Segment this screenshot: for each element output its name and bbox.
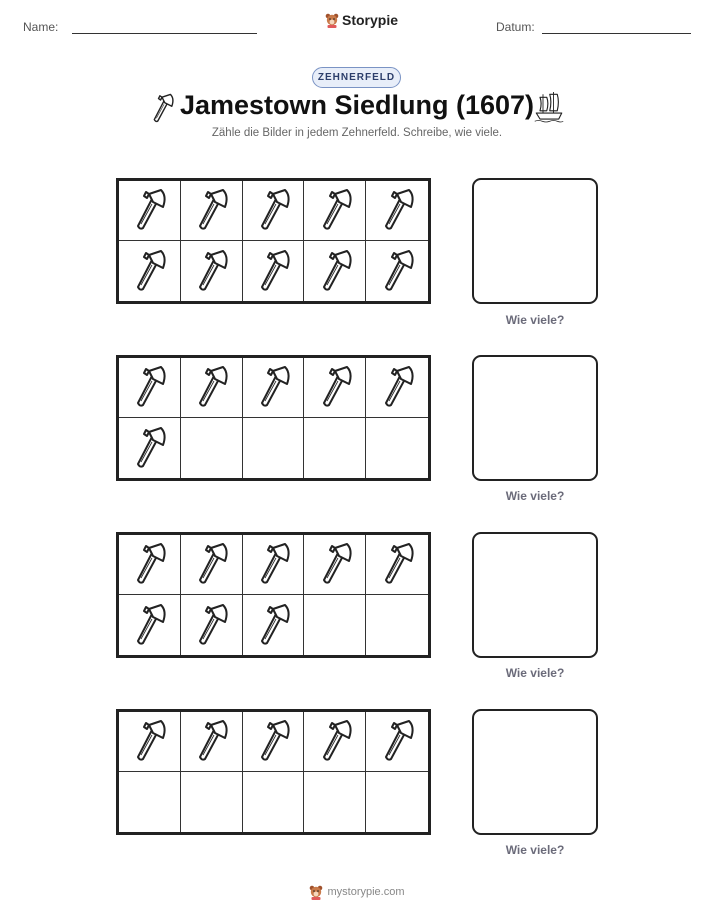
frame-cell [366, 712, 428, 772]
answer-box[interactable] [472, 178, 598, 304]
axe-icon [191, 361, 231, 414]
storypie-logo [325, 12, 398, 28]
axe-icon [253, 361, 293, 414]
axe-icon [315, 245, 355, 298]
footer [0, 884, 714, 900]
frame-cell [243, 358, 305, 418]
storypie-bear-icon [309, 884, 323, 900]
frame-cell [366, 241, 428, 301]
how-many-label: Wie viele? [505, 313, 565, 327]
frame-cell [181, 358, 243, 418]
topic-badge: ZEHNERFELD [312, 67, 401, 88]
axe-icon [315, 538, 355, 591]
frame-cell [366, 358, 428, 418]
frame-cell [181, 181, 243, 241]
frame-cell [181, 241, 243, 301]
frame-cell [119, 595, 181, 655]
frame-cell [119, 181, 181, 241]
how-many-label: Wie viele? [505, 843, 565, 857]
axe-icon [377, 538, 417, 591]
frame-cell [366, 418, 428, 478]
axe-icon [377, 361, 417, 414]
axe-icon [129, 538, 169, 591]
axe-icon [377, 184, 417, 237]
ten-frame [116, 355, 431, 481]
frame-cell [366, 535, 428, 595]
frame-cell [304, 535, 366, 595]
frame-cell [119, 772, 181, 832]
axe-icon [253, 538, 293, 591]
axe-icon [191, 184, 231, 237]
axe-icon [129, 599, 169, 652]
axe-icon [191, 538, 231, 591]
how-many-label: Wie viele? [505, 666, 565, 680]
answer-box[interactable] [472, 355, 598, 481]
axe-icon [191, 599, 231, 652]
axe-icon [191, 245, 231, 298]
ship-icon [534, 90, 564, 124]
frame-cell [304, 181, 366, 241]
axe-icon [253, 184, 293, 237]
frame-cell [304, 595, 366, 655]
frame-cell [366, 772, 428, 832]
ten-frame [116, 709, 431, 835]
answer-box[interactable] [472, 709, 598, 835]
frame-cell [304, 241, 366, 301]
name-line[interactable] [72, 33, 257, 34]
ten-frame [116, 178, 431, 304]
axe-icon [253, 245, 293, 298]
frame-cell [119, 418, 181, 478]
axe-icon [253, 599, 293, 652]
frame-cell [304, 772, 366, 832]
frame-cell [119, 712, 181, 772]
axe-icon [129, 715, 169, 768]
axe-icon [191, 715, 231, 768]
frame-cell [304, 712, 366, 772]
axe-icon [129, 422, 169, 475]
axe-icon [253, 715, 293, 768]
frame-cell [243, 181, 305, 241]
how-many-label: Wie viele? [505, 489, 565, 503]
axe-icon [377, 715, 417, 768]
frame-cell [243, 241, 305, 301]
brand-name: Storypie [342, 12, 399, 28]
frame-cell [181, 772, 243, 832]
frame-cell [243, 418, 305, 478]
ten-frame [116, 532, 431, 658]
frame-cell [243, 595, 305, 655]
frame-cell [243, 712, 305, 772]
frame-cell [366, 181, 428, 241]
instructions: Zähle die Bilder in jedem Zehnerfeld. Schreibe, wie viele. [211, 127, 503, 139]
frame-cell [243, 535, 305, 595]
date-label: Datum: [496, 20, 535, 34]
frame-cell [181, 418, 243, 478]
answer-box[interactable] [472, 532, 598, 658]
frame-cell [181, 712, 243, 772]
axe-icon [129, 184, 169, 237]
axe-icon [315, 715, 355, 768]
frame-cell [181, 535, 243, 595]
axe-icon [129, 245, 169, 298]
axe-icon [315, 361, 355, 414]
axe-icon [129, 361, 169, 414]
frame-cell [181, 595, 243, 655]
frame-cell [243, 772, 305, 832]
storypie-bear-icon [325, 12, 339, 28]
date-line[interactable] [542, 33, 691, 34]
axe-icon [315, 184, 355, 237]
frame-cell [304, 358, 366, 418]
frame-cell [304, 418, 366, 478]
footer-url: mystorypie.com [327, 886, 405, 898]
frame-cell [366, 595, 428, 655]
axe-icon [377, 245, 417, 298]
frame-cell [119, 358, 181, 418]
name-label: Name: [23, 20, 59, 34]
frame-cell [119, 241, 181, 301]
worksheet-title: Jamestown Siedlung (1607) [179, 90, 535, 120]
frame-cell [119, 535, 181, 595]
